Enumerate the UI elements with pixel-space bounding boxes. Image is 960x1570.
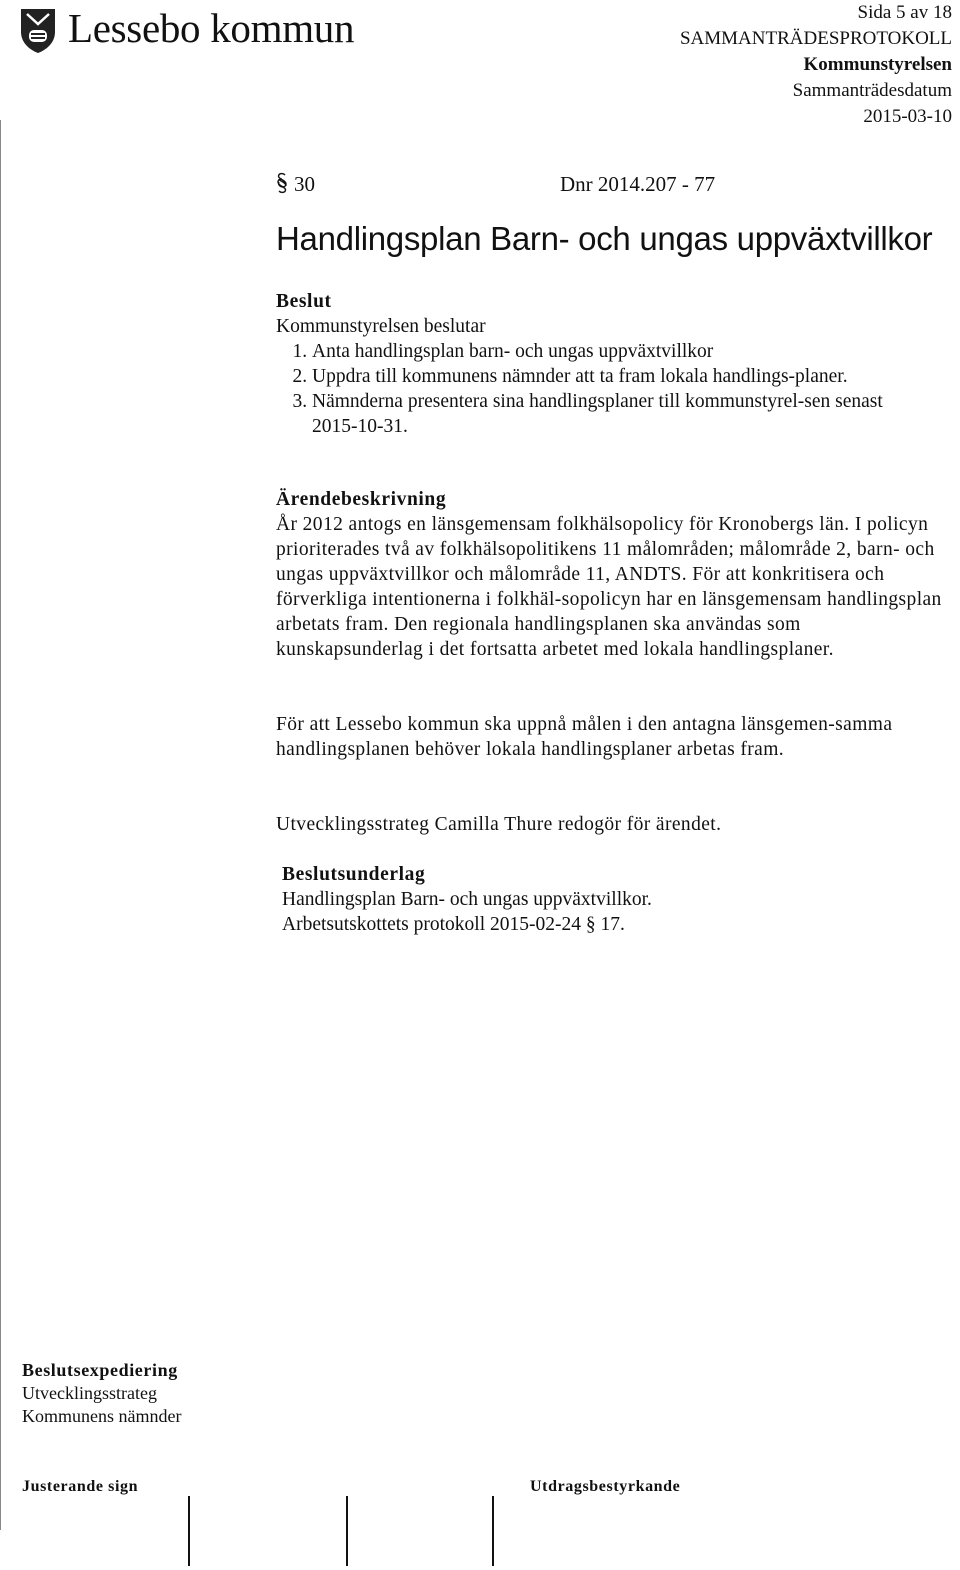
dnr: Dnr 2014.207 - 77 — [560, 172, 716, 196]
arende-paragraph-3: Utvecklingsstrateg Camilla Thure redogör för ärendet. — [276, 814, 722, 835]
page-header — [680, 0, 952, 130]
coat-of-arms-icon — [18, 6, 58, 54]
signature-line — [492, 1496, 494, 1566]
org-name: Lessebo kommun — [68, 5, 355, 51]
section-sign-icon — [276, 172, 288, 194]
expediering-section — [22, 1359, 181, 1428]
arende-heading: Ärendebeskrivning — [276, 489, 447, 510]
list-item: 2. Uppdra till kommunens nämnder att ta fram lokala handlings-planer. — [312, 364, 932, 389]
beslut-list — [276, 339, 932, 439]
date-label: Sammanträdesdatum — [792, 80, 952, 101]
list-item: Kommunens nämnder — [22, 1406, 182, 1426]
page-title: Handlingsplan Barn- och ungas uppväxtvillkor — [276, 220, 933, 257]
beslut-intro: Kommunstyrelsen beslutar — [276, 316, 486, 337]
utdrag-label: Utdragsbestyrkande — [530, 1478, 681, 1495]
list-item: Arbetsutskottets protokoll 2015-02-24 § 17. — [282, 914, 625, 935]
list-item: Handlingsplan Barn- och ungas uppväxtvillkor. — [282, 889, 652, 910]
beslut-section — [276, 289, 946, 439]
board-name: Kommunstyrelsen — [803, 54, 952, 75]
list-item: 3. Nämnderna presentera sina handlingsplaner till kommunstyrel-sen senast 2015-10-31. — [312, 389, 932, 439]
meeting-date: 2015-03-10 — [863, 106, 952, 127]
arende-paragraph-2: För att Lessebo kommun ska uppnå målen i den antagna länsgemen-samma handlingsplanen behöver lokala handlingsplaner arbetas fram. — [276, 714, 893, 760]
underlag-section — [282, 862, 952, 937]
doc-type: SAMMANTRÄDESPROTOKOLL — [679, 28, 952, 49]
list-item: 1. Anta handlingsplan barn- och ungas uppväxtvillkor — [312, 339, 932, 364]
underlag-heading: Beslutsunderlag — [282, 864, 426, 885]
margin-line — [0, 120, 1, 1530]
beslut-heading: Beslut — [276, 291, 332, 312]
list-item: Utvecklingsstrateg — [22, 1383, 157, 1403]
justerande-label: Justerande sign — [22, 1478, 139, 1495]
arende-section — [276, 487, 946, 662]
page-number: Sida 5 av 18 — [857, 2, 952, 23]
signature-line — [346, 1496, 348, 1566]
section-number: 30 — [276, 172, 315, 197]
signature-line — [188, 1496, 190, 1566]
arende-paragraph: År 2012 antogs en länsgemensam folkhälsopolicy för Kronobergs län. I policyn prioriterades två av folkhälsopolitikens 11 målområden; målområde 2, barn- och ungas uppväxtvillkor och målområde 11, ANDTS. För att konkritisera och förverkliga intentionerna i folkhäl-sopolicyn har en länsgemensam handlingsplan arbetats fram. Den regionala handlingsplanen ska användas som kunskapsunderlag i det fortsatta arbetet med lokala handlingsplaner. — [276, 514, 942, 660]
expediering-heading: Beslutsexpediering — [22, 1360, 178, 1380]
